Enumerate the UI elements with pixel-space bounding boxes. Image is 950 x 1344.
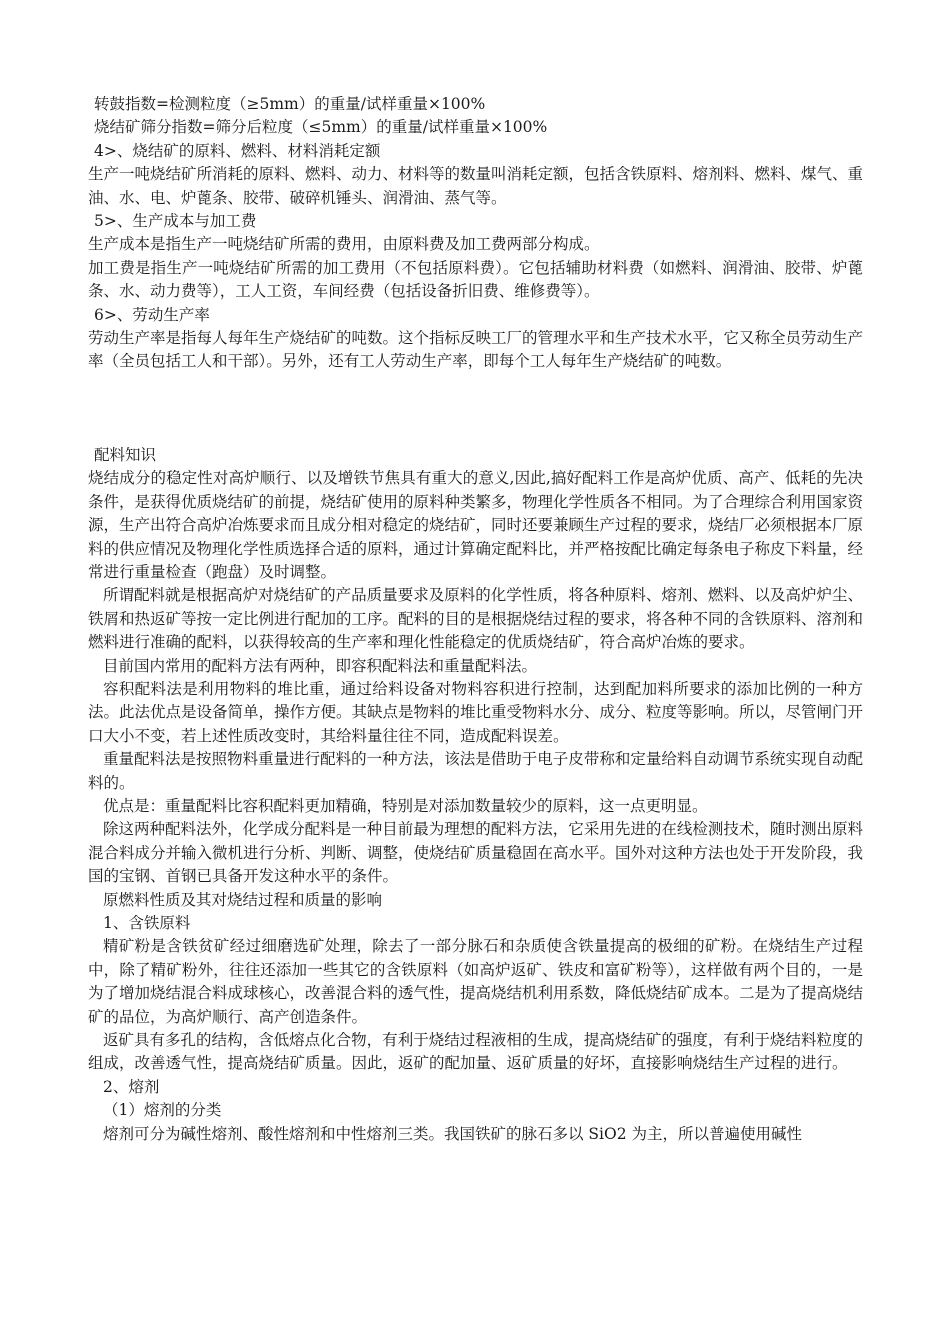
flux-subheading: （1）熔剂的分类 [103, 1101, 222, 1120]
ingredients-paragraph-1: 烧结成分的稳定性对高炉顺行、以及增铁节焦具有重大的意义,因此,搞好配料工作是高炉优质、高产、低耗的先决条件，是获得优质烧结矿的前提，烧结矿使用的原料种类繁多，物理化学性质各不相同。为了合理综合利用国家资源，生产出符合高炉冶炼要求而且成分相对稳定的烧结矿，同时还要兼顾生产过程的要求，烧结厂必须根据本厂原料的供应情况及物理化学性质选择合适的原料，通过计算确定配料比，并严格按配比确定每条电子称皮下料量，经常进行重量检查（跑盘）及时调整。 [88, 469, 864, 581]
section-4-heading: 4>、烧结矿的原料、燃料、材料消耗定额 [94, 141, 381, 160]
iron-raw-material-heading: 1、含铁原料 [103, 914, 191, 932]
screen-index-formula: 烧结矿筛分指数=筛分后粒度（≤5mm）的重量/试样重量×100% [94, 118, 548, 137]
ingredients-paragraph-3: 目前国内常用的配料方法有两种，即容积配料法和重量配料法。 [103, 656, 538, 675]
ingredients-heading: 配料知识 [94, 445, 157, 464]
drum-index-formula: 转鼓指数=检测粒度（≥5mm）的重量/试样重量×100% [94, 95, 486, 113]
section-5-paragraph-1: 生产成本是指生产一吨烧结矿所需的费用，由原料费及加工费两部分构成。 [88, 235, 600, 254]
section-5-heading: 5>、生产成本与加工费 [94, 212, 257, 231]
flux-heading: 2、熔剂 [103, 1077, 160, 1096]
section-6-body: 劳动生产率是指每人每年生产烧结矿的吨数。这个指标反映工厂的管理水平和生产技术水平，它又称全员劳动生产率（全员包括工人和干部）。另外，还有工人劳动生产率，即每个工人每年生产烧结矿的吨数。 [88, 329, 864, 371]
section-gap [88, 374, 863, 444]
flux-paragraph-1: 熔剂可分为碱性熔剂、酸性熔剂和中性熔剂三类。我国铁矿的脉石多以 SiO2 为主，所以普遍使用碱性 [103, 1124, 803, 1143]
section-5-paragraph-2: 加工费是指生产一吨烧结矿所需的加工费用（不包括原料费）。它包括辅助材料费（如燃料、润滑油、胶带、炉蓖条、水、动力费等），工人工资，车间经费（包括设备折旧费、维修费等）。 [88, 258, 863, 301]
section-4-body: 生产一吨烧结矿所消耗的原料、燃料、动力、材料等的数量叫消耗定额，包括含铁原料、熔剂料、燃料、煤气、重油、水、电、炉蓖条、胶带、破碎机锤头、润滑油、蒸气等。 [88, 165, 864, 207]
ingredients-paragraph-6: 优点是：重量配料比容积配料更加精确，特别是对添加数量较少的原料，这一点更明显。 [103, 796, 708, 815]
iron-paragraph-1: 精矿粉是含铁贫矿经过细磨选矿处理，除去了一部分脉石和杂质使含铁量提高的极细的矿粉。在烧结生产过程中，除了精矿粉外，往往还添加一些其它的含铁原料（如高炉返矿、铁皮和富矿粉等），这样做有两个目的，一是为了增加烧结混合料成球核心，改善混合料的透气性，提高烧结机利用系数，降低烧结矿成本。二是为了提高烧结矿的品位，为高炉顺行、高产创造条件。 [88, 937, 864, 1026]
ingredients-paragraph-8: 原燃料性质及其对烧结过程和质量的影响 [103, 890, 383, 909]
ingredients-paragraph-2: 所谓配料就是根据高炉对烧结矿的产品质量要求及原料的化学性质，将各种原料、熔剂、燃料、以及高炉炉尘、铁屑和热返矿等按一定比例进行配加的工序。配料的目的是根据烧结过程的要求，将各种不同的含铁原料、溶剂和燃料进行准确的配料，以获得较高的生产率和理化性能稳定的优质烧结矿，符合高炉冶炼的要求。 [88, 586, 864, 652]
ingredients-paragraph-7: 除这两种配料法外，化学成分配料是一种目前最为理想的配料方法，它采用先进的在线检测技术，随时测出原料混合料成分并输入微机进行分析、判断、调整，使烧结矿质量稳固在高水平。国外对这种方法也处于开发阶段，我国的宝钢、首钢已具备开发这种水平的条件。 [88, 820, 864, 886]
document-page [88, 93, 863, 1146]
iron-paragraph-2: 返矿具有多孔的结构，含低熔点化合物，有利于烧结过程液相的生成，提高烧结矿的强度，有利于烧结料粒度的组成，改善透气性，提高烧结矿质量。因此，返矿的配加量、返矿质量的好坏，直接影响烧结生产过程的进行。 [88, 1031, 863, 1073]
section-6-heading: 6>、劳动生产率 [94, 305, 210, 324]
ingredients-paragraph-5: 重量配料法是按照物料重量进行配料的一种方法，该法是借助于电子皮带称和定量给料自动调节系统实现自动配料的。 [88, 750, 863, 792]
ingredients-paragraph-4: 容积配料法是利用物料的堆比重，通过给料设备对物料容积进行控制，达到配加料所要求的添加比例的一种方法。此法优点是设备简单，操作方便。其缺点是物料的堆比重受物料水分、成分、粒度等影响。所以，尽管闸门开口大小不变，若上述性质改变时，其给料量往往不同，造成配料误差。 [88, 679, 864, 745]
